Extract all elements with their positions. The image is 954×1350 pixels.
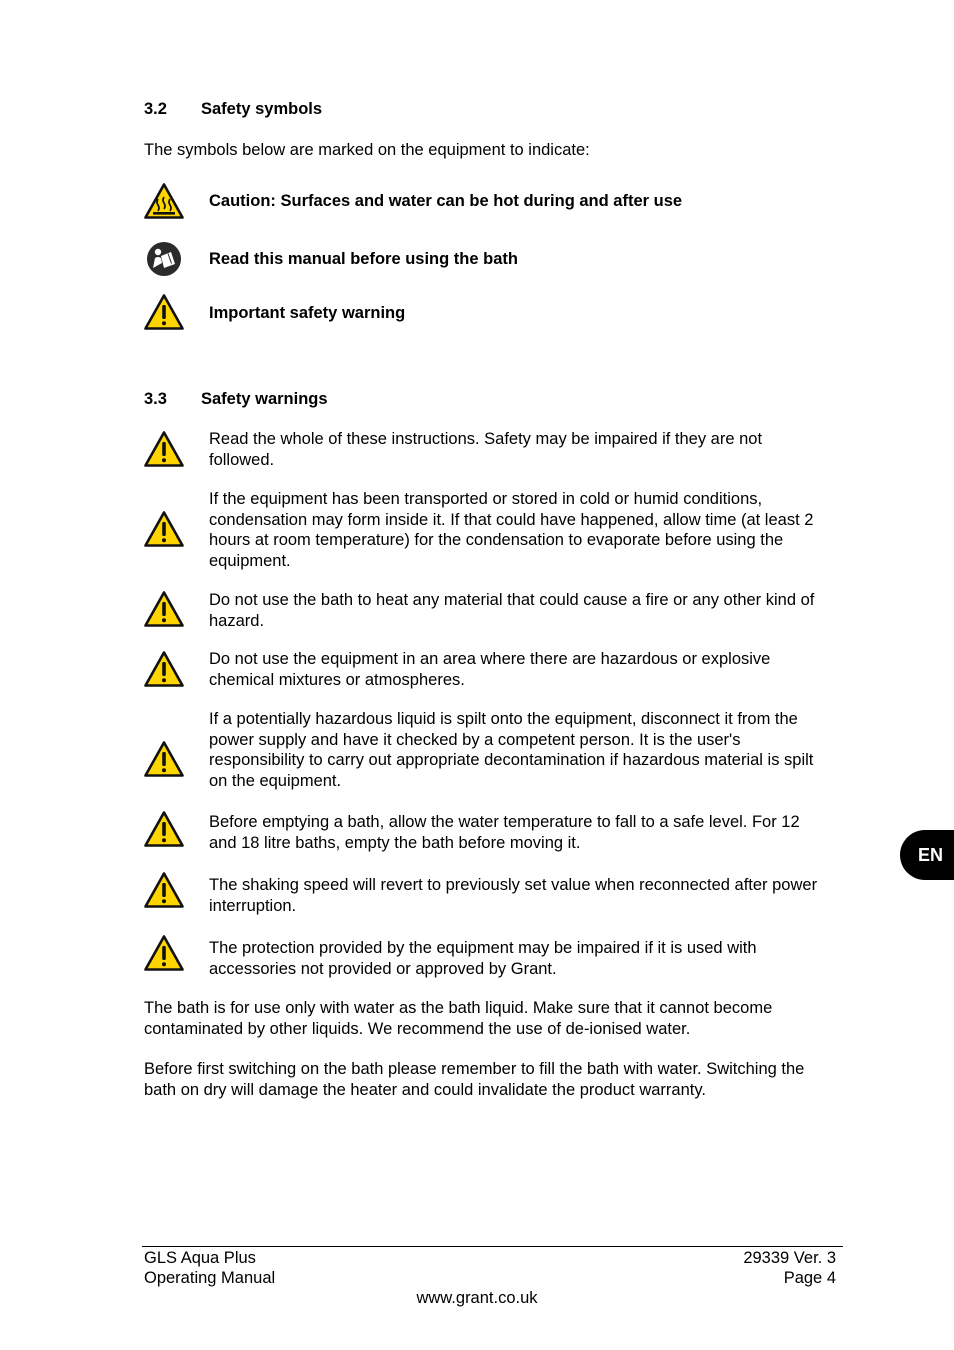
footer-divider [142,1246,843,1247]
read-manual-icon [144,241,184,277]
section-title: Safety symbols [201,100,323,118]
warning-text: If a potentially hazardous liquid is spilt onto the equipment, disconnect it from the power supply and have it checked by a competent person. It is the user's responsibility to carry out appropriate decontamination if hazardous material is spilt on the equipment. [209,710,814,790]
warning-triangle-icon [144,935,184,971]
warning-triangle-icon [144,741,184,777]
warning-triangle-icon [144,872,184,908]
body-paragraph: The bath is for use only with water as the bath liquid. Make sure that it cannot become contaminated by other liquids. We recommend the use of de-ionised water. [144,999,773,1038]
footer-doc-type: Operating Manual [144,1269,276,1287]
language-tab: EN [900,830,954,880]
footer-page-number: Page 4 [783,1269,836,1287]
symbol-label: Important safety warning [209,304,406,322]
warning-text: If the equipment has been transported or stored in cold or humid conditions, condensation may form inside it. If that could have happened, allow time (at least 2 hours at room temperature) for the condensation to evaporate before using the equipment. [209,490,814,570]
warning-triangle-icon [144,591,184,627]
warning-triangle-icon [144,511,184,547]
warning-text: Do not use the equipment in an area where there are hazardous or explosive chemical mixtures or atmospheres. [209,650,771,689]
warning-triangle-icon [144,431,184,467]
warning-text: The shaking speed will revert to previously set value when reconnected after power interruption. [209,876,818,915]
section-title: Safety warnings [201,390,328,408]
body-paragraph: Before first switching on the bath please remember to fill the bath with water. Switching the bath on dry will damage the heater and could invalidate the product warranty. [144,1060,805,1099]
general-warning-icon [144,294,184,330]
section-number: 3.3 [144,390,167,408]
symbol-label: Caution: Surfaces and water can be hot during and after use [209,192,683,210]
warning-text: The protection provided by the equipment may be impaired if it is used with accessories not provided or approved by Grant. [209,939,757,978]
warning-triangle-icon [144,811,184,847]
warning-text: Before emptying a bath, allow the water temperature to fall to a safe level. For 12 and 18 litre baths, empty the bath before moving it. [209,813,800,852]
hot-surface-warning-icon [144,183,184,219]
footer-doc-ref: 29339 Ver. 3 [743,1249,836,1267]
section-number: 3.2 [144,100,167,118]
warning-triangle-icon [144,651,184,687]
warning-text: Do not use the bath to heat any material that could cause a fire or any other kind of hazard. [209,591,815,630]
footer-product: GLS Aqua Plus [144,1249,256,1267]
footer-website-link[interactable]: www.grant.co.uk [416,1289,538,1307]
warning-text: Read the whole of these instructions. Safety may be impaired if they are not followed. [209,430,763,469]
intro-text: The symbols below are marked on the equipment to indicate: [144,141,590,159]
symbol-label: Read this manual before using the bath [209,250,518,268]
